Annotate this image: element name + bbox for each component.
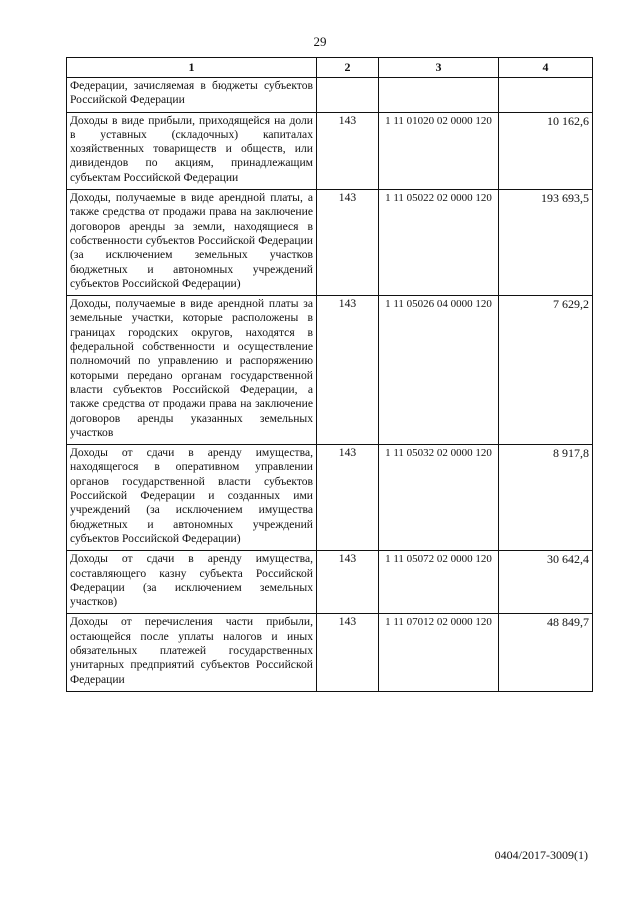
table-row (67, 296, 593, 445)
table-row (67, 190, 593, 296)
revenue-description: Доходы от перечисления части прибыли, остающейся после уплаты налогов и иных обязательных платежей государственных унитарных предприятий субъектов Российской Федерации (67, 614, 317, 691)
header-col-3: 3 (379, 58, 499, 78)
budget-classification-code: 1 11 05022 02 0000 120 (379, 190, 499, 296)
document-number: 0404/2017-3009(1) (494, 848, 588, 862)
revenue-amount: 30 642,4 (499, 551, 593, 614)
revenue-description: Доходы от сдачи в аренду имущества, находящегося в оперативном управлении органов государственной власти субъектов Российской Федерации и созданных ими учреждений (за исключением имущества бюджетных и автономных учреждений субъектов Российской Федерации) (67, 445, 317, 551)
admin-code: 143 (317, 190, 379, 296)
table-row (67, 445, 593, 551)
revenue-description: Доходы, получаемые в виде арендной платы за земельные участки, которые расположены в границах городских округов, находятся в федеральной собственности и осуществление полномочий по управлению и распоряжению которыми передано органам государственной власти субъектов Российской Федерации, а также средства от продажи права на заключение договоров аренды указанных земельных участков (67, 296, 317, 445)
table-row (67, 78, 593, 113)
revenue-description: Доходы в виде прибыли, приходящейся на доли в уставных (складочных) капиталах хозяйственных товариществ и обществ, или дивидендов по акциям, принадлежащим субъектам Российской Федерации (67, 112, 317, 189)
revenue-amount: 7 629,2 (499, 296, 593, 445)
header-col-2: 2 (317, 58, 379, 78)
table-row (67, 112, 593, 189)
header-col-4: 4 (499, 58, 593, 78)
revenue-description: Доходы от сдачи в аренду имущества, составляющего казну субъекта Российской Федерации (за исключением земельных участков) (67, 551, 317, 614)
admin-code: 143 (317, 445, 379, 551)
admin-code: 143 (317, 614, 379, 691)
admin-code (317, 78, 379, 113)
table-row (67, 551, 593, 614)
revenue-description: Доходы, получаемые в виде арендной платы, а также средства от продажи права на заключение договоров аренды за земли, находящиеся в собственности субъектов Российской Федерации (за исключением земельных участков бюджетных и автономных учреждений субъектов Российской Федерации) (67, 190, 317, 296)
header-row (67, 58, 593, 78)
page-number: 29 (313, 34, 327, 49)
budget-revenue-table (66, 57, 593, 692)
revenue-description: Федерации, зачисляемая в бюджеты субъектов Российской Федерации (67, 78, 317, 113)
admin-code: 143 (317, 551, 379, 614)
revenue-amount (499, 78, 593, 113)
budget-classification-code: 1 11 07012 02 0000 120 (379, 614, 499, 691)
budget-classification-code: 1 11 05032 02 0000 120 (379, 445, 499, 551)
budget-classification-code: 1 11 05072 02 0000 120 (379, 551, 499, 614)
revenue-amount: 8 917,8 (499, 445, 593, 551)
budget-classification-code: 1 11 05026 04 0000 120 (379, 296, 499, 445)
budget-classification-code: 1 11 01020 02 0000 120 (379, 112, 499, 189)
table-row (67, 614, 593, 691)
budget-classification-code (379, 78, 499, 113)
revenue-amount: 193 693,5 (499, 190, 593, 296)
admin-code: 143 (317, 112, 379, 189)
revenue-amount: 48 849,7 (499, 614, 593, 691)
header-col-1: 1 (67, 58, 317, 78)
revenue-amount: 10 162,6 (499, 112, 593, 189)
admin-code: 143 (317, 296, 379, 445)
